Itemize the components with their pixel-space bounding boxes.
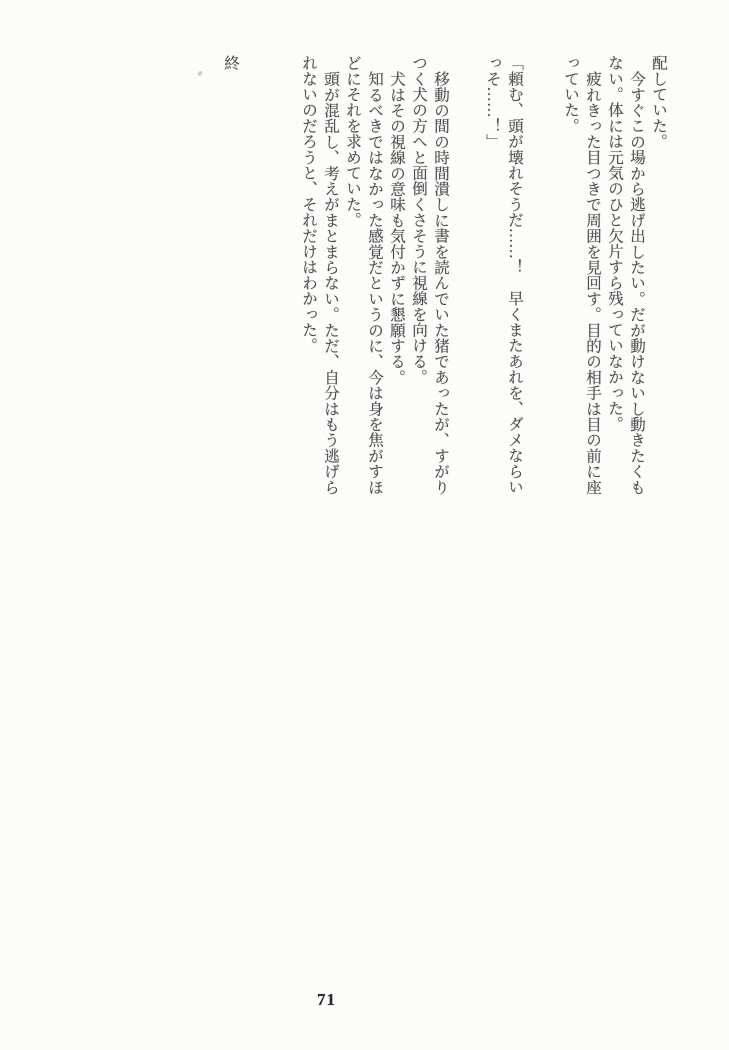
scan-speck xyxy=(197,70,203,76)
text-column: 犬はその視線の意味も気付かずに懇願する。 xyxy=(388,71,405,385)
text-column: れないのだろうと、それだけはわかった。 xyxy=(300,55,317,354)
text-column: 頭が混乱し、考えがまとまらない。ただ、自分はもう逃げら xyxy=(322,71,339,495)
text-column: 移動の間の時間潰しに書を読んでいた猪であったが、すがり xyxy=(432,71,449,495)
text-column: 疲れきった目つきで周囲を見回す。目的の相手は目の前に座 xyxy=(584,71,601,495)
end-mark: 終 xyxy=(222,55,239,71)
body-text xyxy=(219,55,669,535)
text-column-dialogue: 「頼む、頭が壊れそうだ……！ 早くまたあれを、ダメならい xyxy=(506,55,523,495)
text-column: どにそれを求めていた。 xyxy=(344,55,361,228)
text-column-dialogue: っそ……！」 xyxy=(484,55,501,150)
text-column: 今すぐこの場から逃げ出したい。だが動けないし動きたくも xyxy=(628,71,645,495)
text-column: 知るべきではなかった感覚だというのに、今は身を焦がすほ xyxy=(366,71,383,495)
text-column: ない。体には元気のひと欠片すら残っていなかった。 xyxy=(606,55,623,432)
text-column: 配していた。 xyxy=(650,55,667,150)
text-column: つく犬の方へと面倒くさそうに視線を向ける。 xyxy=(410,55,427,385)
page-number: 71 xyxy=(317,990,336,1009)
text-column: っていた。 xyxy=(562,55,579,134)
